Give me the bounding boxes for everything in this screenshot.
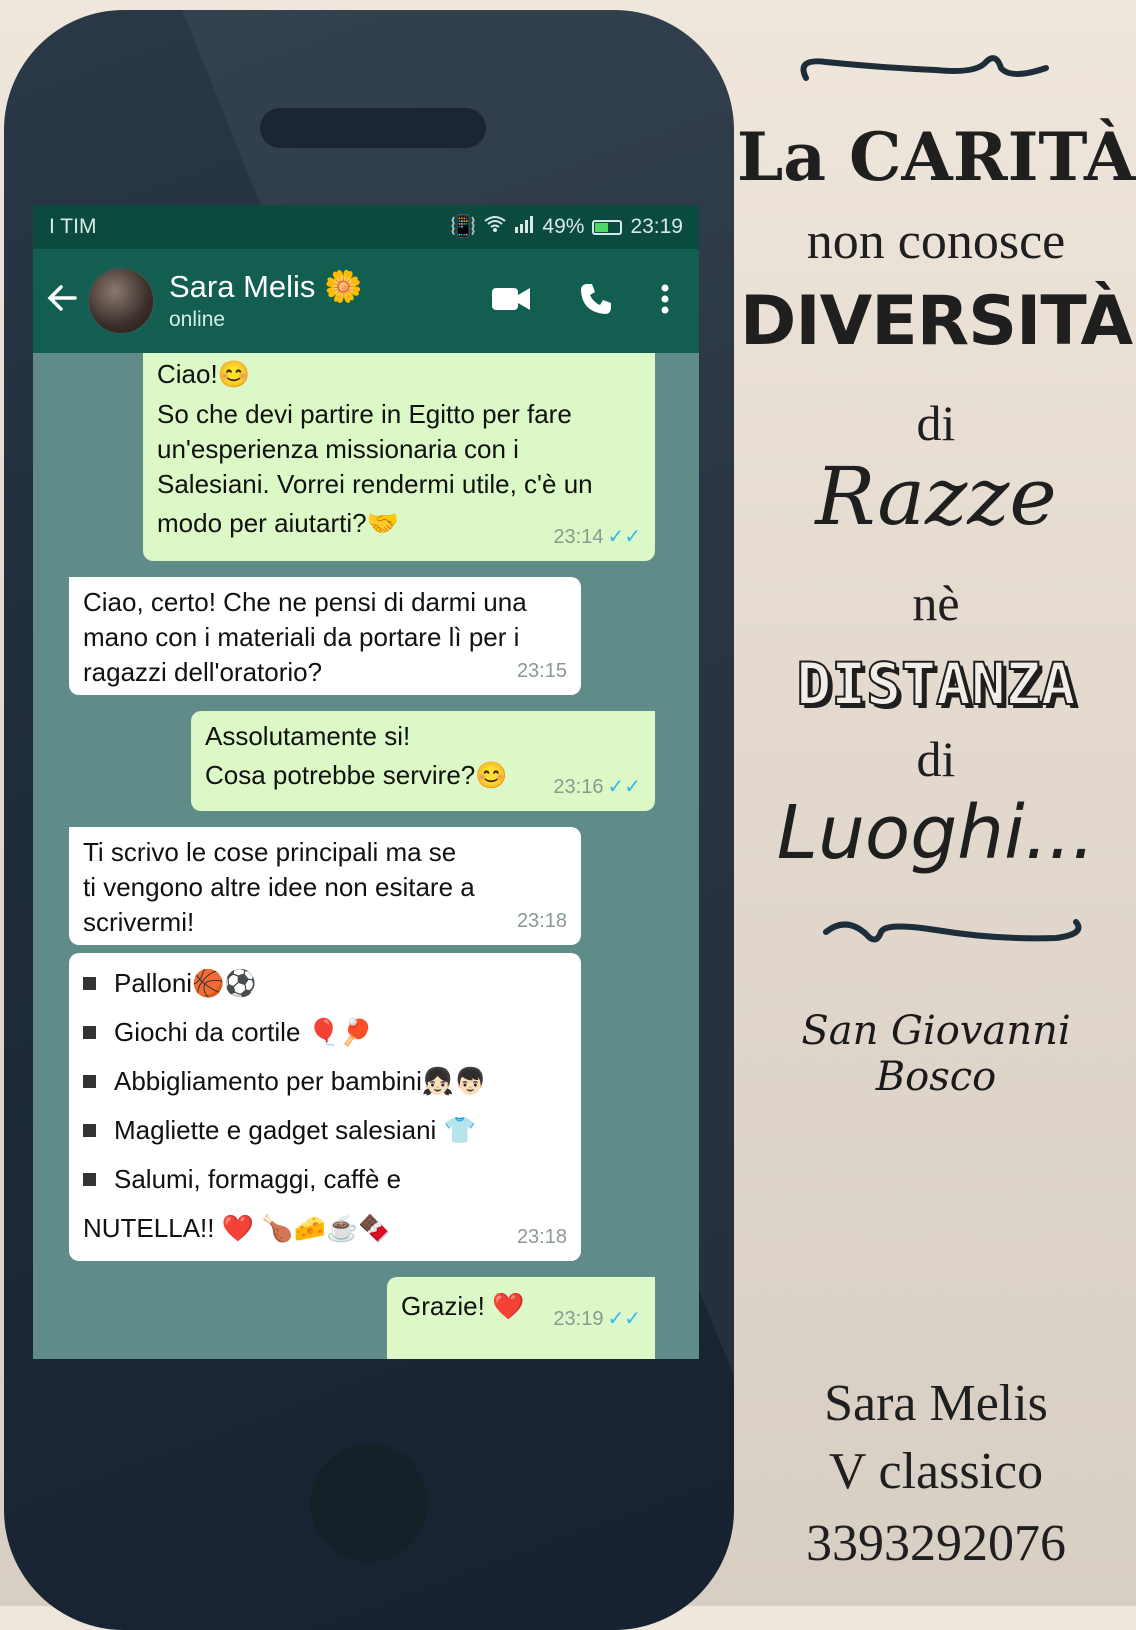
message-time: 23:15	[516, 660, 567, 682]
poster-line-5: Razze	[815, 450, 1057, 543]
author-phone: 3393292076	[806, 1515, 1066, 1572]
top-flourish-icon	[736, 48, 1136, 98]
poster-line-1: La CARITÀ	[736, 118, 1136, 196]
message-line: Salesiani. Vorrei rendermi utile, c'è un	[157, 469, 593, 499]
status-time: 23:19	[630, 215, 683, 238]
message-line: ti vengono altre idee non esitare a	[83, 872, 475, 902]
status-bar	[33, 205, 699, 249]
wifi-icon	[484, 215, 506, 239]
bullet-icon	[83, 1075, 96, 1088]
bullet-icon	[83, 1026, 96, 1039]
poster-line-2: non conosce	[806, 213, 1066, 270]
message-line: Cosa potrebbe servire?😊	[205, 760, 508, 790]
contact-info[interactable]	[169, 270, 363, 332]
list-item	[69, 1008, 581, 1057]
contact-status: online	[169, 308, 226, 331]
poster-line-4: di	[916, 395, 956, 451]
list-item	[69, 1155, 581, 1204]
poster-line-8: di	[916, 731, 956, 787]
battery-icon	[592, 220, 622, 235]
message-bubble[interactable]	[143, 353, 655, 561]
bottom-flourish-icon	[736, 908, 1136, 968]
bullet-icon	[83, 1173, 96, 1186]
chat-screen	[33, 205, 699, 1359]
poster-line-6: nè	[912, 575, 960, 631]
message-time: 23:14	[553, 526, 604, 548]
home-button[interactable]	[310, 1444, 428, 1562]
message-bubble[interactable]	[69, 827, 581, 945]
signature: San Giovanni Bosco	[801, 1008, 1071, 1100]
read-ticks-icon: ✓✓	[607, 526, 641, 548]
back-arrow-icon[interactable]	[47, 282, 83, 321]
daisy-icon: 🌼	[324, 269, 363, 304]
list-item-text: Magliette e gadget salesiani 👕	[114, 1115, 476, 1145]
message-time: 23:18	[516, 1226, 567, 1248]
message-time: 23:18	[516, 910, 567, 932]
read-ticks-icon: ✓✓	[607, 1308, 641, 1330]
message-bubble[interactable]	[69, 953, 581, 1261]
poster-line-3: DIVERSITÀ	[739, 282, 1133, 361]
message-line: mano con i materiali da portare lì per i	[83, 622, 520, 652]
chat-area[interactable]	[33, 353, 699, 1359]
list-item-text: Palloni🏀⚽	[114, 968, 257, 998]
phone-speaker	[260, 108, 486, 148]
list-item-text: Giochi da cortile 🎈🏓	[114, 1017, 373, 1047]
author-class: V classico	[828, 1443, 1044, 1500]
message-line: un'esperienza missionaria con i	[157, 434, 519, 464]
message-bubble[interactable]	[69, 577, 581, 695]
message-line: Assolutamente si!	[205, 721, 411, 751]
message-bubble[interactable]	[387, 1277, 655, 1359]
list-item-text: Salumi, formaggi, caffè e	[114, 1164, 402, 1194]
contact-name: Sara Melis	[169, 269, 316, 304]
message-line: Grazie! ❤️	[401, 1291, 525, 1321]
chat-header	[33, 249, 699, 353]
author-name: Sara Melis	[824, 1375, 1048, 1432]
bullet-icon	[83, 977, 96, 990]
message-time: 23:19	[553, 1308, 604, 1330]
message-bubble[interactable]	[191, 711, 655, 811]
bullet-icon	[83, 1124, 96, 1137]
carrier-label: I TIM	[49, 215, 97, 238]
contact-avatar[interactable]	[87, 267, 155, 335]
message-line: Ciao, certo! Che ne pensi di darmi una	[83, 587, 527, 617]
vibrate-icon: 📳	[450, 215, 477, 238]
list-item	[69, 1057, 581, 1106]
item-list	[69, 959, 581, 1204]
list-item	[69, 1106, 581, 1155]
video-call-icon[interactable]	[491, 286, 531, 317]
more-options-icon[interactable]	[661, 284, 669, 319]
read-ticks-icon: ✓✓	[607, 776, 641, 798]
message-time: 23:16	[553, 776, 604, 798]
poster-line-7: DISTANZA	[796, 650, 1076, 718]
poster-text-panel	[736, 0, 1136, 1606]
message-line: Ti scrivo le cose principali ma se	[83, 837, 457, 867]
message-line: modo per aiutarti?🤝	[157, 508, 399, 538]
list-item	[69, 959, 581, 1008]
message-line: NUTELLA!! ❤️ 🍗🧀☕🍫	[83, 1213, 391, 1243]
signal-icon	[514, 215, 534, 239]
message-line: ragazzi dell'oratorio?	[83, 657, 323, 687]
message-line: So che devi partire in Egitto per fare	[157, 399, 572, 429]
message-line: Ciao!😊	[157, 359, 251, 389]
voice-call-icon[interactable]	[579, 282, 613, 321]
poster-line-9: Luoghi...	[776, 790, 1096, 876]
battery-percent: 49%	[542, 215, 585, 238]
list-item-text: Abbigliamento per bambini👧🏻👦🏻	[114, 1066, 487, 1096]
message-line: scrivermi!	[83, 907, 195, 937]
